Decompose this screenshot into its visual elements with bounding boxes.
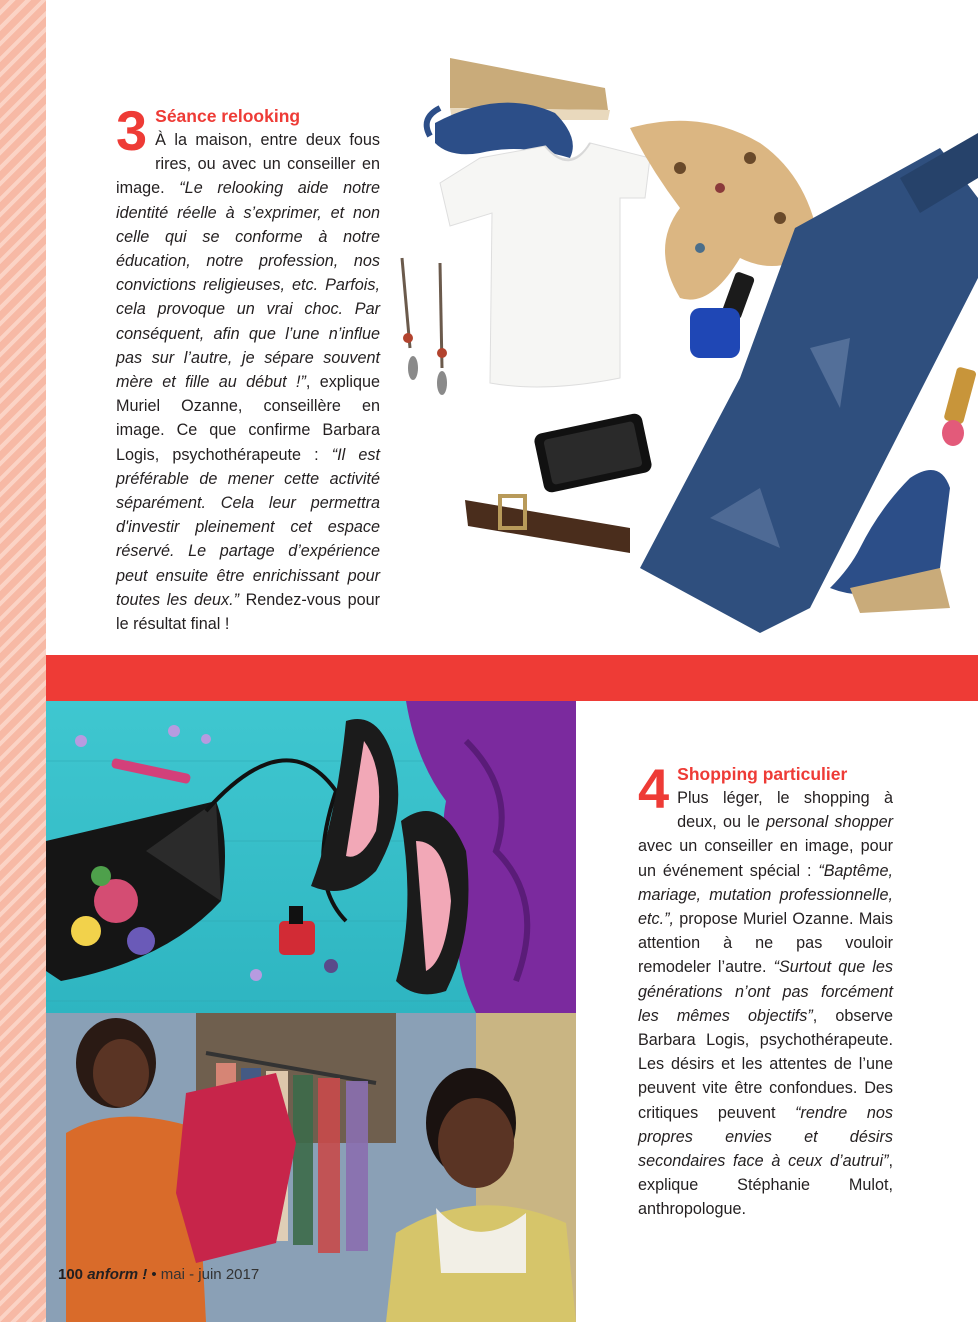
footer-separator: • bbox=[147, 1266, 161, 1283]
body-text: À la maison, entre deux fous rires, ou avec un conseiller en image. bbox=[116, 131, 380, 198]
issue-date: mai - juin 2017 bbox=[160, 1266, 260, 1283]
outfit-flatlay-photo bbox=[380, 48, 978, 633]
magazine-name: anform ! bbox=[87, 1266, 148, 1283]
wedge-shoe-top bbox=[427, 58, 610, 158]
article-section-3 bbox=[116, 99, 380, 636]
earrings bbox=[402, 258, 447, 395]
body-text: Rendez-vous pour le résultat final ! bbox=[116, 590, 380, 634]
quote-text: “Il est préférable de mener cette activité séparément. Cela leur permettra d'investir pleinement cet espace réservé. Le partage d’expérience peut ensuite être enrichissant pour toutes les deux.” bbox=[116, 445, 380, 609]
shoes-bag-photo bbox=[46, 701, 576, 1013]
body-text: propose Muriel Ozanne. Mais attention à ne pas vouloir remodeler l’autre. bbox=[638, 910, 893, 977]
accessories-illustration bbox=[46, 701, 576, 1013]
body-text: Plus léger, le shopping à deux, ou le bbox=[677, 789, 893, 832]
section-heading: Shopping particulier bbox=[677, 764, 848, 784]
italic-term: personal shopper bbox=[766, 813, 893, 832]
article-section-4 bbox=[638, 757, 893, 1222]
section-number: 3 bbox=[116, 99, 148, 162]
body-text: , explique Muriel Ozanne, conseillère en image. Ce que confirme Barbara Logis, psychothérapeute : bbox=[116, 373, 380, 464]
body-text: avec un conseiller en image, pour un événement spécial : bbox=[638, 837, 893, 880]
section-divider-band bbox=[46, 655, 978, 701]
quote-text: “Baptême, mariage, mutation professionnelle, etc.”, bbox=[638, 861, 893, 929]
body-text: , observe Barbara Logis, psychothérapeute. Les désirs et les attentes de l’une peuvent vite être confondues. Des critiques peuvent bbox=[638, 1006, 893, 1122]
flatlay-illustration bbox=[380, 48, 978, 633]
quote-text: “Surtout que les générations n’ont pas forcément les mêmes objectifs” bbox=[638, 958, 893, 1025]
page-number: 100 bbox=[58, 1266, 84, 1283]
body-text: , explique Stéphanie Mulot, anthropologue. bbox=[638, 1152, 893, 1219]
quote-text: “Le relooking aide notre identité réelle à s’exprimer, et non celle qui se conforme à notre éducation, notre profession, nos convictions religieuses, etc. Parfois, cela provoque un vrai choc. Par conséquent, afin que l’une n’influe pas sur l’autre, je sépare souvent mère et fille au début !” bbox=[116, 179, 380, 392]
section-heading: Séance relooking bbox=[155, 106, 301, 126]
quote-text: “rendre nos propres envies et désirs secondaires face à ceux d’autrui” bbox=[638, 1103, 893, 1171]
decorative-stripe bbox=[0, 0, 46, 1322]
page-footer bbox=[58, 1266, 259, 1283]
section-number: 4 bbox=[638, 757, 670, 820]
